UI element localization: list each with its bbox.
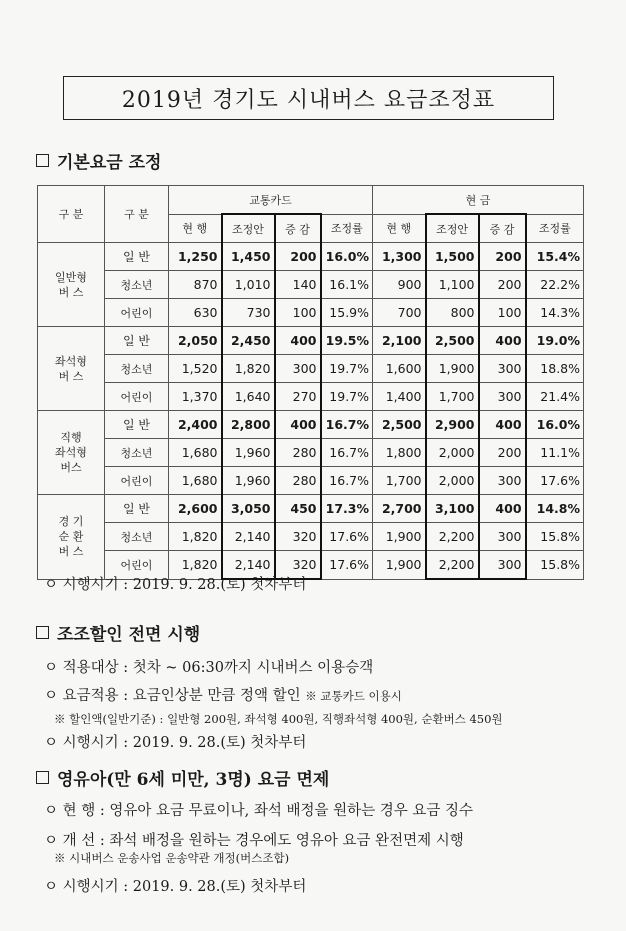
fare-cell-m-diff: 400 (479, 411, 526, 439)
fare-cell-m-rate: 14.3% (526, 299, 584, 327)
fare-cell-c-new: 2,800 (222, 411, 275, 439)
fare-cell-c-rate: 16.7% (321, 439, 373, 467)
passenger-type-cell: 청소년 (105, 523, 169, 551)
table-row (38, 271, 584, 299)
fare-cell-c-diff: 320 (275, 523, 321, 551)
fare-cell-c-cur: 2,050 (169, 327, 222, 355)
fare-cell-c-diff: 100 (275, 299, 321, 327)
square-bullet-icon (36, 626, 49, 639)
section2-apply-main: ㅇ 요금적용 : 요금인상분 만큼 정액 할인 (44, 688, 301, 704)
fare-cell-c-rate: 17.6% (321, 551, 373, 580)
fare-cell-c-rate: 15.9% (321, 299, 373, 327)
fare-cell-m-rate: 16.0% (526, 411, 584, 439)
passenger-type-cell: 어린이 (105, 299, 169, 327)
fare-cell-m-rate: 18.8% (526, 355, 584, 383)
fare-cell-m-rate: 11.1% (526, 439, 584, 467)
section3-improve: ㅇ 개 선 : 좌석 배정을 원하는 경우에도 영유아 요금 완전면제 시행 (44, 833, 464, 849)
document-title (63, 76, 554, 120)
fare-cell-m-new: 2,200 (426, 551, 479, 580)
header-card-change: 증 감 (275, 214, 321, 243)
square-bullet-icon (36, 154, 49, 167)
fare-cell-c-new: 730 (222, 299, 275, 327)
fare-cell-m-new: 3,100 (426, 495, 479, 523)
header-card-current: 현 행 (169, 214, 222, 243)
header-card-rate: 조정률 (321, 214, 373, 243)
fare-cell-m-cur: 700 (373, 299, 426, 327)
fare-cell-m-cur: 2,700 (373, 495, 426, 523)
table-row (38, 327, 584, 355)
fare-cell-m-new: 2,500 (426, 327, 479, 355)
fare-cell-m-new: 1,900 (426, 355, 479, 383)
bus-type-cell (38, 327, 105, 411)
section1-effective: ㅇ 시행시기 : 2019. 9. 28.(토) 첫차부터 (44, 577, 307, 593)
fare-cell-m-cur: 1,400 (373, 383, 426, 411)
fare-cell-m-rate: 15.8% (526, 551, 584, 580)
bus-type-label: 버 스 (58, 369, 84, 383)
fare-cell-m-diff: 400 (479, 495, 526, 523)
fare-cell-c-new: 1,960 (222, 439, 275, 467)
fare-cell-m-cur: 1,300 (373, 243, 426, 271)
fare-cell-m-rate: 19.0% (526, 327, 584, 355)
fare-cell-m-new: 800 (426, 299, 479, 327)
fare-cell-m-rate: 17.6% (526, 467, 584, 495)
header-cash: 현 금 (373, 186, 584, 215)
header-cash-rate: 조정률 (526, 214, 584, 243)
table-row (38, 355, 584, 383)
fare-table-body (38, 243, 584, 580)
fare-cell-m-rate: 15.4% (526, 243, 584, 271)
fare-cell-c-cur: 1,250 (169, 243, 222, 271)
bus-type-cell (38, 243, 105, 327)
bus-type-label: 버 스 (58, 285, 84, 299)
fare-cell-c-diff: 400 (275, 327, 321, 355)
fare-cell-c-new: 2,140 (222, 551, 275, 580)
fare-cell-c-diff: 270 (275, 383, 321, 411)
header-gubun-2: 구 분 (105, 186, 169, 243)
fare-cell-c-cur: 630 (169, 299, 222, 327)
fare-cell-m-rate: 14.8% (526, 495, 584, 523)
bus-type-label: 순 환 (58, 530, 84, 544)
fare-cell-m-cur: 900 (373, 271, 426, 299)
section3-heading-text: 영유아(만 6세 미만, 3명) 요금 면제 (57, 770, 330, 790)
section3-heading (36, 765, 329, 790)
fare-cell-c-diff: 280 (275, 467, 321, 495)
title-text: 2019년 경기도 시내버스 요금조정표 (121, 87, 496, 113)
fare-cell-c-cur: 1,520 (169, 355, 222, 383)
fare-cell-c-diff: 140 (275, 271, 321, 299)
fare-cell-c-cur: 2,600 (169, 495, 222, 523)
fare-cell-c-new: 1,450 (222, 243, 275, 271)
section2-effective: ㅇ 시행시기 : 2019. 9. 28.(토) 첫차부터 (44, 735, 307, 751)
passenger-type-cell: 일 반 (105, 243, 169, 271)
passenger-type-cell: 어린이 (105, 467, 169, 495)
bus-type-label: 좌석형 (55, 446, 87, 459)
bus-type-label: 경 기 (58, 515, 84, 529)
header-gubun-1: 구 분 (38, 186, 105, 243)
header-cash-change: 증 감 (479, 214, 526, 243)
fare-cell-m-new: 2,000 (426, 439, 479, 467)
passenger-type-cell: 일 반 (105, 495, 169, 523)
fare-cell-m-cur: 1,900 (373, 523, 426, 551)
table-row (38, 439, 584, 467)
bus-type-label: 버스 (60, 461, 82, 474)
fare-cell-m-rate: 15.8% (526, 523, 584, 551)
fare-cell-c-rate: 19.7% (321, 355, 373, 383)
section1-heading-text: 기본요금 조정 (57, 153, 162, 173)
fare-cell-c-rate: 16.1% (321, 271, 373, 299)
passenger-type-cell: 일 반 (105, 411, 169, 439)
section2-apply (44, 684, 402, 705)
fare-cell-c-rate: 16.7% (321, 467, 373, 495)
section2-heading (36, 620, 200, 645)
fare-cell-c-new: 1,960 (222, 467, 275, 495)
fare-cell-c-diff: 280 (275, 439, 321, 467)
table-row (38, 467, 584, 495)
fare-cell-m-cur: 1,600 (373, 355, 426, 383)
section2-target: ㅇ 적용대상 : 첫차 ~ 06:30까지 시내버스 이용승객 (44, 660, 374, 676)
fare-cell-c-diff: 300 (275, 355, 321, 383)
table-row (38, 299, 584, 327)
header-cash-proposal: 조정안 (426, 214, 479, 243)
fare-cell-m-diff: 300 (479, 523, 526, 551)
section3-effective: ㅇ 시행시기 : 2019. 9. 28.(토) 첫차부터 (44, 879, 307, 895)
section3-current: ㅇ 현 행 : 영유아 요금 무료이나, 좌석 배정을 원하는 경우 요금 징수 (44, 803, 473, 819)
section2-apply-note: ※ 교통카드 이용시 (305, 689, 402, 703)
fare-cell-m-diff: 200 (479, 243, 526, 271)
fare-cell-m-cur: 2,500 (373, 411, 426, 439)
fare-cell-m-cur: 2,100 (373, 327, 426, 355)
fare-cell-m-cur: 1,800 (373, 439, 426, 467)
fare-cell-m-diff: 200 (479, 271, 526, 299)
bus-type-cell (38, 411, 105, 495)
fare-cell-m-cur: 1,900 (373, 551, 426, 580)
passenger-type-cell: 청소년 (105, 439, 169, 467)
table-row (38, 383, 584, 411)
fare-cell-c-diff: 400 (275, 411, 321, 439)
passenger-type-cell: 어린이 (105, 551, 169, 580)
section2-heading-text: 조조할인 전면 시행 (57, 625, 201, 645)
bus-type-label: 직행 (60, 431, 82, 444)
fare-cell-c-diff: 320 (275, 551, 321, 580)
fare-cell-m-new: 1,500 (426, 243, 479, 271)
bus-type-label: 버 스 (58, 545, 84, 559)
fare-cell-c-new: 2,450 (222, 327, 275, 355)
fare-cell-m-new: 1,700 (426, 383, 479, 411)
fare-cell-c-cur: 2,400 (169, 411, 222, 439)
passenger-type-cell: 일 반 (105, 327, 169, 355)
fare-cell-m-diff: 200 (479, 439, 526, 467)
header-cash-current: 현 행 (373, 214, 426, 243)
table-row (38, 411, 584, 439)
fare-cell-c-cur: 1,370 (169, 383, 222, 411)
fare-cell-m-new: 1,100 (426, 271, 479, 299)
fare-cell-c-new: 1,820 (222, 355, 275, 383)
bus-type-cell (38, 495, 105, 580)
fare-table (37, 185, 584, 580)
header-card-proposal: 조정안 (222, 214, 275, 243)
fare-cell-c-diff: 200 (275, 243, 321, 271)
fare-cell-c-rate: 16.0% (321, 243, 373, 271)
fare-cell-c-diff: 450 (275, 495, 321, 523)
bus-type-label: 좌석형 (55, 354, 87, 368)
fare-cell-m-rate: 22.2% (526, 271, 584, 299)
fare-cell-c-cur: 1,820 (169, 523, 222, 551)
fare-cell-m-new: 2,200 (426, 523, 479, 551)
fare-cell-c-cur: 1,820 (169, 551, 222, 580)
fare-cell-c-cur: 1,680 (169, 467, 222, 495)
fare-cell-c-new: 2,140 (222, 523, 275, 551)
fare-cell-c-rate: 17.3% (321, 495, 373, 523)
fare-cell-m-diff: 300 (479, 355, 526, 383)
fare-cell-m-diff: 300 (479, 383, 526, 411)
fare-cell-m-diff: 100 (479, 299, 526, 327)
header-card: 교통카드 (169, 186, 373, 215)
fare-cell-m-diff: 300 (479, 551, 526, 580)
fare-cell-m-new: 2,900 (426, 411, 479, 439)
fare-cell-m-rate: 21.4% (526, 383, 584, 411)
passenger-type-cell: 청소년 (105, 271, 169, 299)
fare-cell-c-rate: 17.6% (321, 523, 373, 551)
table-row (38, 523, 584, 551)
square-bullet-icon (36, 771, 49, 784)
fare-cell-c-new: 3,050 (222, 495, 275, 523)
fare-cell-c-cur: 1,680 (169, 439, 222, 467)
fare-cell-c-rate: 16.7% (321, 411, 373, 439)
bus-type-label: 일반형 (55, 270, 87, 284)
table-row (38, 243, 584, 271)
fare-cell-c-rate: 19.7% (321, 383, 373, 411)
fare-cell-m-diff: 300 (479, 467, 526, 495)
fare-cell-c-cur: 870 (169, 271, 222, 299)
passenger-type-cell: 어린이 (105, 383, 169, 411)
fare-cell-m-diff: 400 (479, 327, 526, 355)
passenger-type-cell: 청소년 (105, 355, 169, 383)
table-row (38, 495, 584, 523)
fare-cell-m-cur: 1,700 (373, 467, 426, 495)
fare-cell-c-new: 1,010 (222, 271, 275, 299)
section2-discount-note: ※ 할인액(일반기준) : 일반형 200원, 좌석형 400원, 직행좌석형 400원, 순환버스 450원 (54, 712, 503, 726)
fare-cell-m-new: 2,000 (426, 467, 479, 495)
section3-note: ※ 시내버스 운송사업 운송약관 개정(버스조합) (54, 851, 290, 865)
section1-heading (36, 148, 161, 173)
fare-cell-c-rate: 19.5% (321, 327, 373, 355)
fare-cell-c-new: 1,640 (222, 383, 275, 411)
